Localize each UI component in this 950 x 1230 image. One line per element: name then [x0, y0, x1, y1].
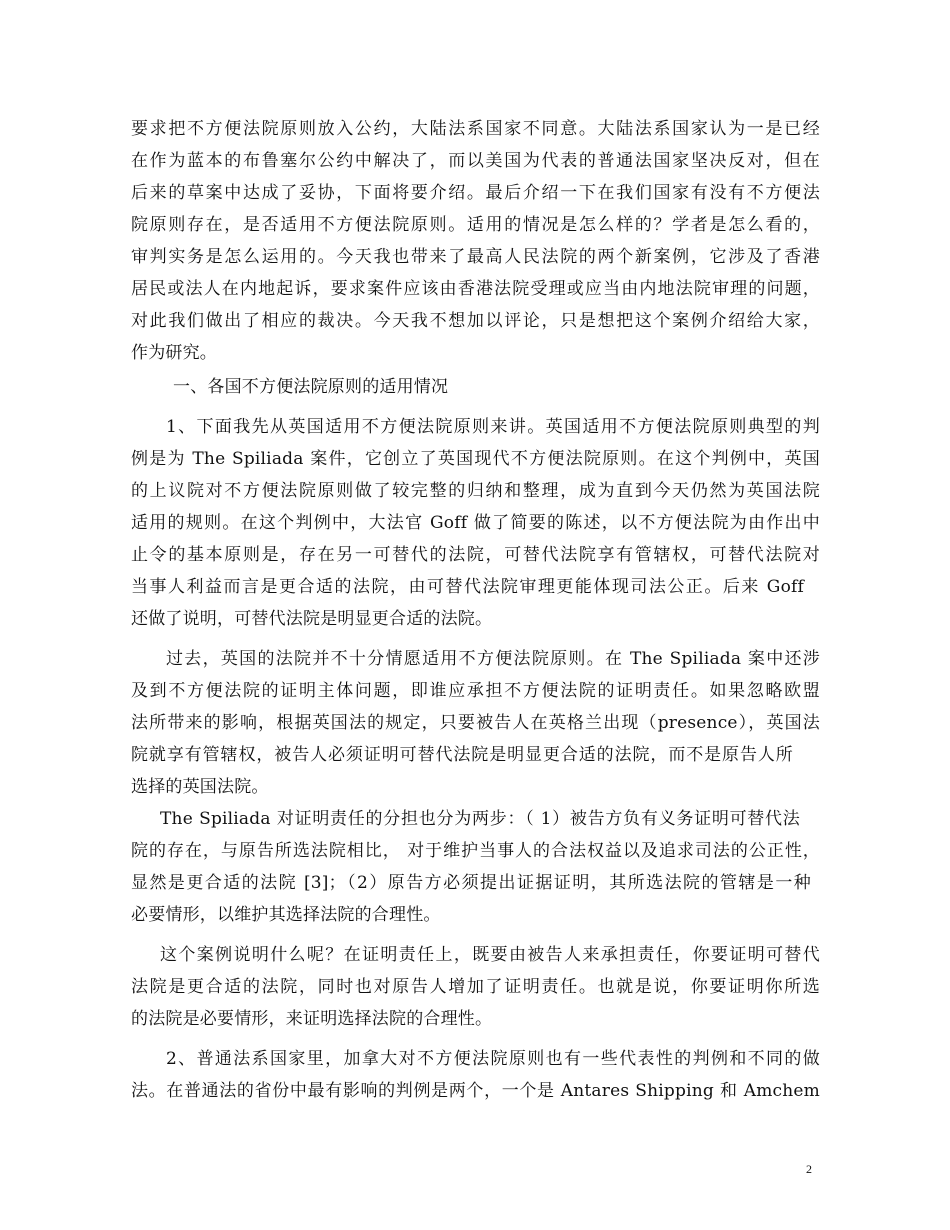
- text-line: 的上议院对不方便法院原则做了较完整的归纳和整理，成为直到今天仍然为英国法院: [131, 481, 820, 501]
- text-line: 1、下面我先从英国适用不方便法院原则来讲。英国适用不方便法院原则典型的判: [166, 417, 820, 437]
- page-number: 2: [806, 1162, 812, 1176]
- text-line: 必要情形，以维护其选择法院的合理性。: [131, 905, 441, 925]
- text-line: 法院是更合适的法院，同时也对原告人增加了证明责任。也就是说，你要证明你所选: [131, 977, 820, 997]
- text-line: 及到不方便法院的证明主体问题，即谁应承担不方便法院的证明责任。如果忽略欧盟: [131, 681, 820, 701]
- text-line: 的法院是必要情形，来证明选择法院的合理性。: [131, 1009, 493, 1029]
- text-line: 作为研究。: [131, 343, 217, 363]
- text-line: 2、普通法系国家里，加拿大对不方便法院原则也有一些代表性的判例和不同的做: [166, 1049, 820, 1069]
- text-line: 在作为蓝本的布鲁塞尔公约中解决了，而以美国为代表的普通法国家坚决反对，但在: [131, 151, 820, 171]
- text-line: 审判实务是怎么运用的。今天我也带来了最高人民法院的两个新案例，它涉及了香港: [131, 247, 820, 267]
- text-line: 过去，英国的法院并不十分情愿适用不方便法院原则。在 The Spiliada 案中还涉: [166, 649, 820, 669]
- text-line: 显然是更合适的法院 [3]；（2）原告方必须提出证据证明，其所选法院的管辖是一种: [131, 873, 811, 893]
- text-line: 选择的英国法院。: [131, 777, 269, 797]
- text-line: 后来的草案中达成了妥协，下面将要介绍。最后介绍一下在我们国家有没有不方便法: [131, 183, 820, 203]
- text-line: 院原则存在，是否适用不方便法院原则。适用的情况是怎么样的？学者是怎么看的，: [131, 215, 820, 235]
- text-line: 法。在普通法的省份中最有影响的判例是两个，一个是 Antares Shipping 和 Amchem: [131, 1081, 820, 1101]
- text-line: 院就享有管辖权，被告人必须证明可替代法院是明显更合适的法院，而不是原告人所: [131, 745, 793, 765]
- text-line: 还做了说明，可替代法院是明显更合适的法院。: [131, 609, 493, 629]
- text-line: 止令的基本原则是，存在另一可替代的法院，可替代法院享有管辖权，可替代法院对: [131, 545, 820, 565]
- section-heading: 一、各国不方便法院原则的适用情况: [173, 377, 449, 397]
- text-line: 要求把不方便法院原则放入公约，大陆法系国家不同意。大陆法系国家认为一是已经: [131, 119, 820, 139]
- text-line: 当事人利益而言是更合适的法院，由可替代法院审理更能体现司法公正。后来 Goff: [131, 577, 804, 597]
- text-line: 对此我们做出了相应的裁决。今天我不想加以评论，只是想把这个案例介绍给大家，: [131, 311, 820, 331]
- text-line: 这个案例说明什么呢？在证明责任上，既要由被告人来承担责任，你要证明可替代: [160, 945, 820, 965]
- text-line: 法所带来的影响，根据英国法的规定，只要被告人在英格兰出现（presence），英国法: [131, 713, 820, 733]
- text-line: 适用的规则。在这个判例中，大法官 Goff 做了简要的陈述，以不方便法院为由作出中: [131, 513, 820, 533]
- text-line: The Spiliada 对证明责任的分担也分为两步：（ 1）被告方负有义务证明可替代法: [160, 809, 800, 829]
- text-line: 例是为 The Spiliada 案件，它创立了英国现代不方便法院原则。在这个判例中，英国: [131, 449, 820, 469]
- text-line: 居民或法人在内地起诉，要求案件应该由香港法院受理或应当由内地法院审理的问题，: [131, 279, 820, 299]
- text-line: 院的存在，与原告所选法院相比， 对于维护当事人的合法权益以及追求司法的公正性，: [131, 841, 820, 861]
